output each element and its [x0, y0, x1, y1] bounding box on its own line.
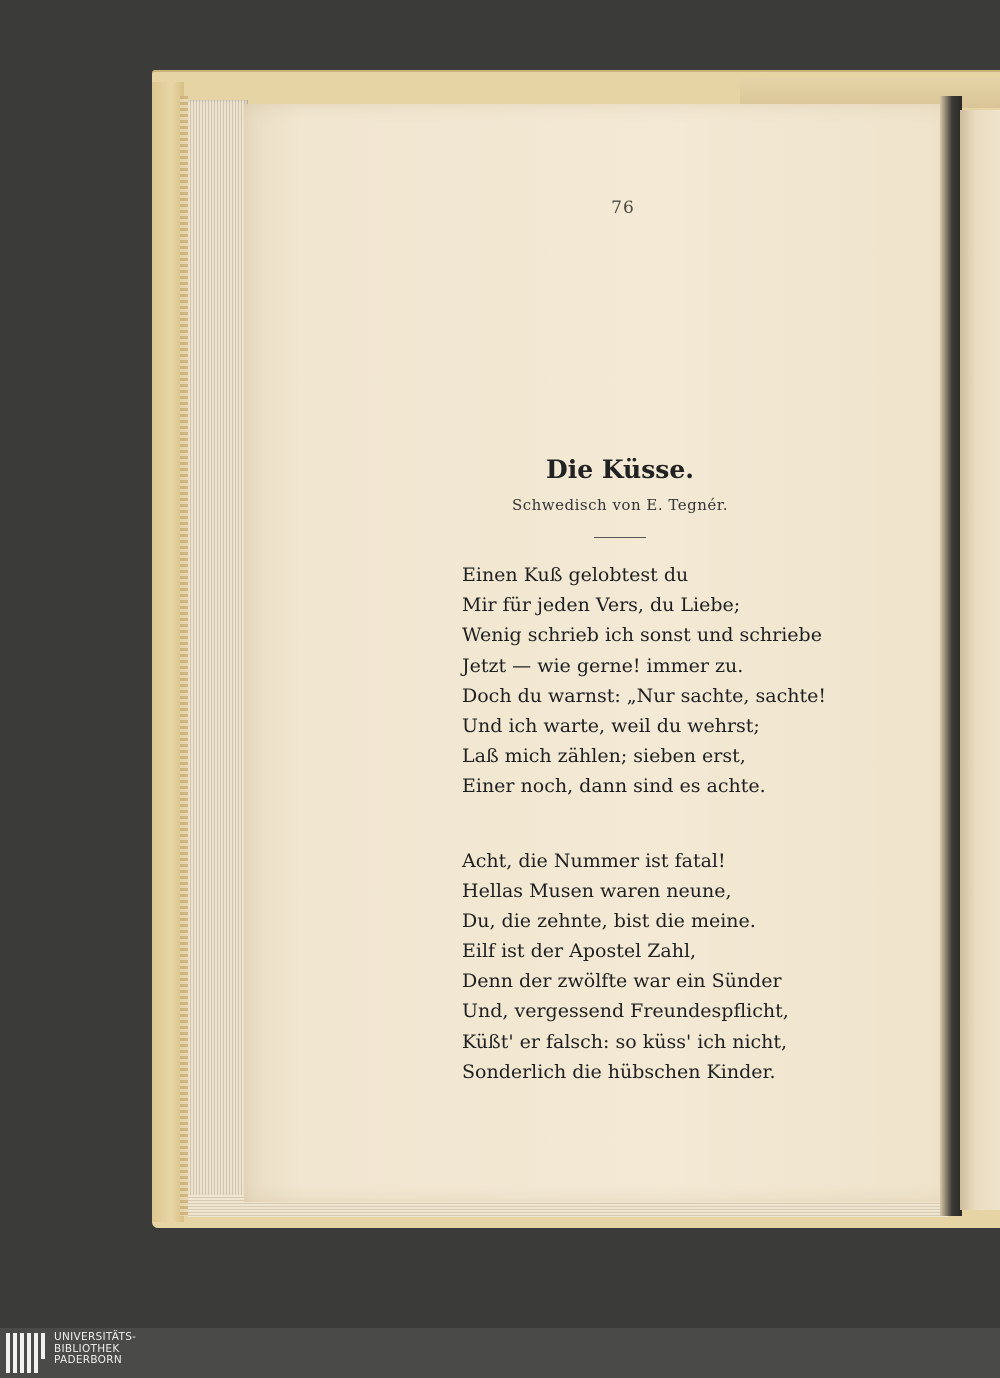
library-name-line1: UNIVERSITÄTS-	[54, 1331, 137, 1343]
cover-spine	[180, 96, 188, 1216]
poem-line: Wenig schrieb ich sonst und schriebe	[462, 624, 822, 647]
poem-line: Und, vergessend Freundespflicht,	[462, 1000, 789, 1023]
stanza	[462, 560, 882, 802]
poem-line: Küßt' er falsch: so küss' ich nicht,	[462, 1030, 788, 1053]
page-number: 76	[611, 198, 635, 218]
poem-line: Mir für jeden Vers, du Liebe;	[462, 594, 741, 617]
library-name-line3: PADERBORN	[54, 1354, 122, 1366]
poem-line: Denn der zwölfte war ein Sünder	[462, 970, 782, 993]
stanza-gap	[462, 802, 882, 846]
page-edges	[188, 100, 248, 1208]
poem-subtitle: Schwedisch von E. Tegnér.	[511, 496, 729, 514]
poem-line: Sonderlich die hübschen Kinder.	[462, 1060, 776, 1083]
poem-body	[462, 560, 882, 1087]
poem-line: Einer noch, dann sind es achte.	[462, 775, 766, 798]
poem-line: Laß mich zählen; sieben erst,	[462, 745, 746, 768]
poem-line: Jetzt — wie gerne! immer zu.	[462, 654, 744, 677]
library-name-line2: BIBLIOTHEK	[54, 1342, 120, 1355]
poem-line: Hellas Musen waren neune,	[462, 879, 732, 902]
poem-line: Und ich warte, weil du wehrst;	[462, 714, 760, 737]
stanza	[462, 846, 882, 1088]
poem-title: Die Küsse.	[546, 455, 694, 484]
poem-line: Eilf ist der Apostel Zahl,	[462, 940, 697, 963]
library-name	[54, 1332, 254, 1367]
book-gutter	[940, 96, 962, 1216]
library-logo-icon	[6, 1333, 45, 1373]
poem-line: Du, die zehnte, bist die meine.	[462, 909, 756, 932]
facing-page	[960, 110, 1000, 1210]
poem-line: Einen Kuß gelobtest du	[462, 564, 689, 586]
title-rule	[594, 537, 646, 538]
poem-line: Doch du warnst: „Nur sachte, sachte!	[462, 684, 826, 707]
poem-line: Acht, die Nummer ist fatal!	[462, 849, 726, 872]
